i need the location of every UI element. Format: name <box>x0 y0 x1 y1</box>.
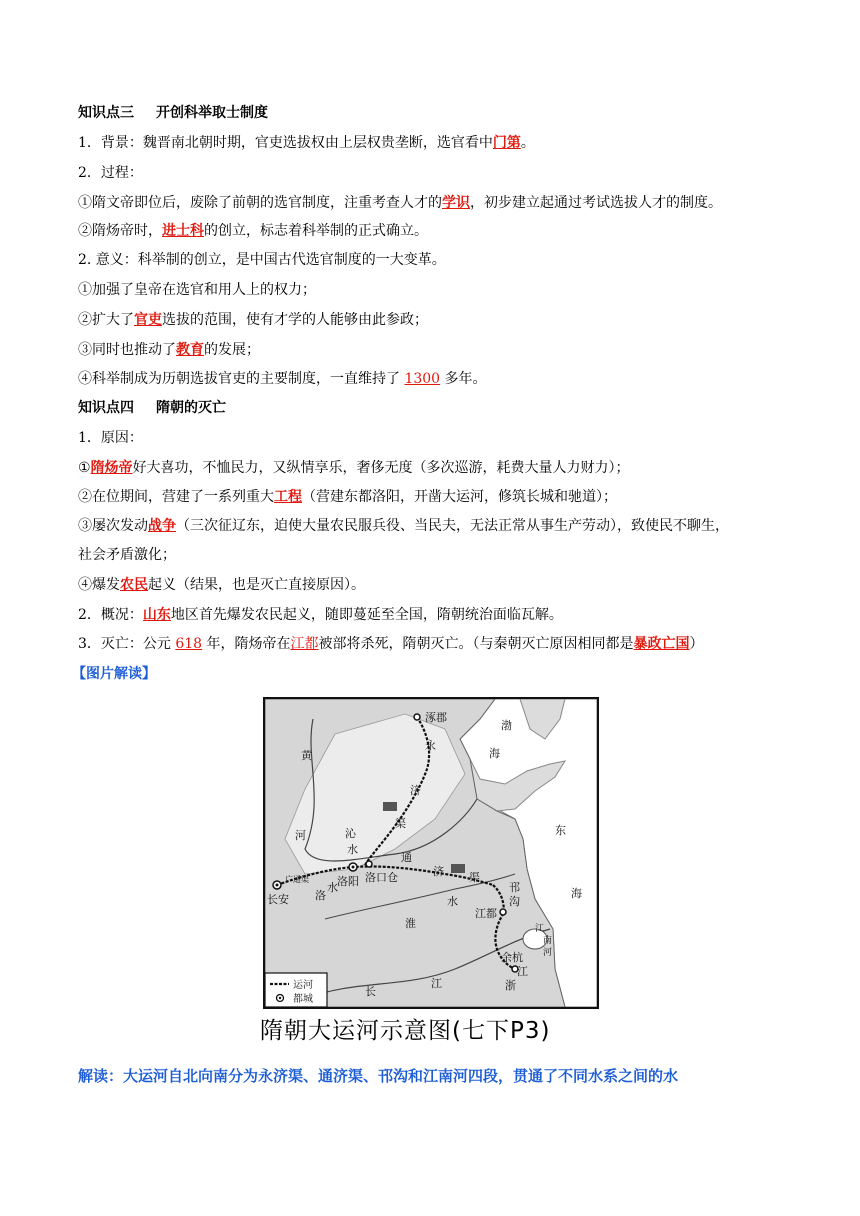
label-ji2: 济 <box>433 865 444 878</box>
section3-line4 <box>78 221 428 241</box>
label-nan: 南 <box>543 936 553 946</box>
label-luoyang: 洛阳 <box>337 875 359 888</box>
label-shui1: 水 <box>347 843 358 856</box>
section4-line8 <box>78 634 704 654</box>
text: 的创立，标志着科举制的正式确立。 <box>204 223 428 239</box>
section4-line6 <box>78 575 365 595</box>
section3-topic: 开创科举取士制度 <box>156 105 268 121</box>
map-caption: 隋朝大运河示意图(七下P3) <box>260 1018 551 1044</box>
text: 被部将杀死，隋朝灭亡。（与秦朝灭亡原因相同都是 <box>318 636 634 652</box>
label-jiang3: 江 <box>431 977 442 990</box>
section3-heading <box>78 103 268 123</box>
label-jiang1: 江 <box>535 924 545 934</box>
keyword: 山东 <box>142 607 171 623</box>
section4-line2 <box>78 458 630 478</box>
label-hai2: 海 <box>571 887 582 900</box>
text: ①隋文帝即位后，废除了前朝的选官制度，注重考查人才的 <box>78 195 442 211</box>
label-qu2: 渠 <box>469 871 480 884</box>
text: （三次征辽东，迫使大量农民服兵役、当民夫，无法正常从事生产劳动），致使民不聊生， <box>176 518 729 534</box>
label-jiang2: 江 <box>517 965 528 978</box>
section3-line1 <box>78 133 535 153</box>
text: ④科举制成为历朝选拔官吏的主要制度，一直维持了 <box>78 371 405 387</box>
text: 。 <box>520 135 535 151</box>
zhuojun-marker <box>414 714 420 720</box>
changan-marker-dot <box>276 884 279 887</box>
section3-line3 <box>78 193 722 213</box>
interpretation-text: 解读：大运河自北向南分为永济渠、通济渠、邗沟和江南河四段，贯通了不同水系之间的水 <box>78 1067 679 1085</box>
keyword: 农民 <box>120 577 148 593</box>
label-shui3: 水 <box>447 895 458 908</box>
label-changan: 长安 <box>267 893 289 906</box>
legend-capital-label: 都城 <box>293 994 313 1005</box>
keyword: 战争 <box>148 518 176 534</box>
section3-line9 <box>78 369 487 389</box>
section4-topic: 隋朝的灭亡 <box>156 400 226 416</box>
label-ji1: 济 <box>410 784 421 797</box>
keyword: 暴政亡国 <box>633 636 690 652</box>
keyword: 1300 <box>404 371 441 387</box>
text: 起义（结果，也是灭亡直接原因）。 <box>148 577 365 593</box>
label-tongqu: 广通渠 <box>285 875 309 884</box>
section4-line3 <box>78 487 617 507</box>
text: ②扩大了 <box>78 312 134 328</box>
text: 的发展； <box>204 342 260 358</box>
text: 1．背景：魏晋南北朝时期，官吏选拔权由上层权贵垄断，选官看中 <box>78 135 493 151</box>
section4-line4 <box>78 516 729 536</box>
label-luo: 洛 <box>315 889 326 902</box>
section3-title: 知识点三 <box>78 105 134 121</box>
text: ） <box>689 636 704 652</box>
text: ③同时也推动了 <box>78 342 176 358</box>
text: ，初步建立起通过考试选拔人才的制度。 <box>470 195 722 211</box>
keyword: 进士科 <box>162 223 204 239</box>
label-shui2: 水 <box>327 881 338 894</box>
section3-line6: ①加强了皇帝在选官和用人上的权力； <box>78 282 316 298</box>
section3-line8 <box>78 340 260 360</box>
section4-line1: 1．原因： <box>78 430 143 446</box>
figure-heading: 【图片解读】 <box>72 666 156 682</box>
label-hai1: 海 <box>489 747 500 760</box>
section4-heading <box>78 398 226 418</box>
luokoucang-marker <box>366 861 372 867</box>
keyword: 江都 <box>290 636 319 652</box>
label-zhe: 浙 <box>505 979 516 992</box>
label-luokoucang: 洛口仓 <box>365 871 398 884</box>
section4-line7 <box>78 605 563 625</box>
keyword: 618 <box>175 636 203 652</box>
text: 3．灭亡：公元 <box>78 636 176 652</box>
text: （营建东都洛阳，开凿大运河，修筑长城和驰道）； <box>302 489 617 505</box>
map-svg <box>265 699 597 1007</box>
label-dong: 东 <box>555 824 566 837</box>
label-qu1: 渠 <box>395 817 406 830</box>
label-chang: 长 <box>365 985 376 998</box>
text: ②在位期间，营建了一系列重大 <box>78 489 274 505</box>
label-huai: 淮 <box>405 917 416 930</box>
text: ③屡次发动 <box>78 518 148 534</box>
label-gou: 沟 <box>509 895 520 908</box>
label-qin: 沁 <box>345 827 356 840</box>
keyword: 门第 <box>492 135 521 151</box>
label-zhuojun: 涿郡 <box>425 711 447 724</box>
text: ④爆发 <box>78 577 120 593</box>
keyword: 隋炀帝 <box>90 460 133 476</box>
grand-canal-map <box>263 697 599 1009</box>
text: ① <box>78 460 91 476</box>
legend-capital-dot <box>279 997 281 999</box>
text: 选拔的范围，使有才学的人能够由此参政； <box>162 312 428 328</box>
text: 地区首先爆发农民起义，随即蔓延至全国，隋朝统治面临瓦解。 <box>170 607 563 623</box>
section4-title: 知识点四 <box>78 400 134 416</box>
section3-line2: 2．过程： <box>78 165 143 181</box>
text: 好大喜功，不恤民力，又纵情享乐，奢侈无度（多次巡游，耗费大量人力财力）； <box>132 460 630 476</box>
legend-canal-label: 运河 <box>293 980 313 991</box>
label-yuhang: 余杭 <box>501 951 523 964</box>
text: ②隋炀帝时， <box>78 223 162 239</box>
keyword: 工程 <box>274 489 302 505</box>
section3-line5: 2. 意义：科举制的创立，是中国古代选官制度的一大变革。 <box>78 252 446 268</box>
luoyang-marker-dot <box>352 866 355 869</box>
label-tong: 通 <box>401 851 412 864</box>
label-bo: 渤 <box>501 719 512 732</box>
label-jiangdu: 江都 <box>475 907 497 920</box>
label-he: 河 <box>295 829 306 842</box>
text: 年，隋炀帝在 <box>202 636 291 652</box>
section3-line7 <box>78 310 428 330</box>
text: 多年。 <box>440 371 487 387</box>
keyword: 官吏 <box>134 312 162 328</box>
section4-line5: 社会矛盾激化； <box>78 547 176 563</box>
granary-icon <box>451 864 465 873</box>
label-han: 邗 <box>509 881 520 894</box>
text: 2．概况： <box>78 607 143 623</box>
granary-icon <box>383 802 397 811</box>
jiangdu-marker <box>500 909 506 915</box>
label-he2: 河 <box>543 948 553 958</box>
label-yong: 永 <box>425 739 436 752</box>
label-huang: 黄 <box>301 749 312 762</box>
keyword: 教育 <box>176 342 204 358</box>
keyword: 学识 <box>442 195 470 211</box>
